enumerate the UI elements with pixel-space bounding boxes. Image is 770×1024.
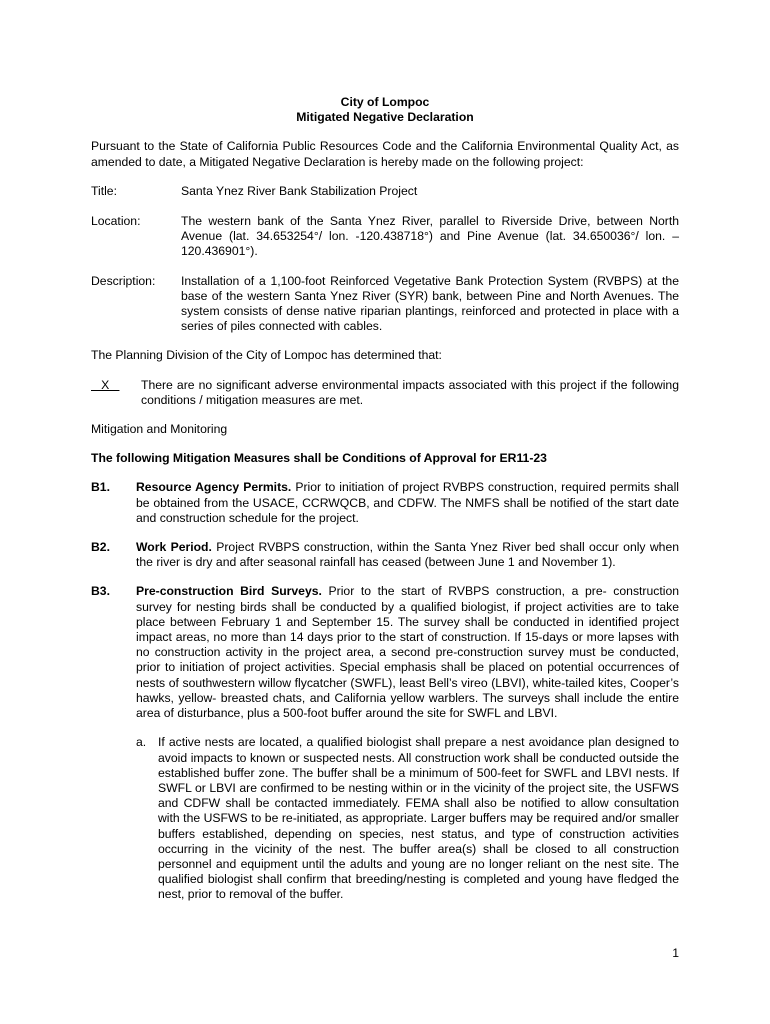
mitigation-heading: Mitigation and Monitoring [91,422,228,437]
measure-text: Project RVBPS construction, within the Santa Ynez River bed shall occur only when the river is dry and after seasonal rainfall has ceased (between June 1 and November 1). [136,540,679,570]
subitem-text: If active nests are located, a qualified biologist shall prepare a nest avoidance plan designed to avoid impacts to known or suspected nests. All construction work shall be conducted outside the established buffer zone. The buffer shall be a minimum of 500-feet for SWFL and LBVI nests. If SWFL or LBVI are confirmed to be nesting within or in the vicinity of the project site, the USFWS and CDFW shall be contacted immediately. FEMA shall also be notified to allow consultation with the USFWS to be re-initiated, as appropriate. Larger buffers may be required and/or smaller buffers established, depending on species, nest status, and type of construction activities occurring in the vicinity of the nest. The buffer area(s) shall be closed to all construction personnel and equipment until the adults and young are no longer reliant on the nest site. The qualified biologist shall confirm that breeding/nesting is completed and young have fledged the nest, prior to removal of the buffer. [158,735,679,902]
measure-body [136,540,679,570]
measure-b3 [91,584,679,721]
measure-title: Pre-construction Bird Surveys. [136,584,322,599]
measure-number: B1. [91,480,110,495]
intro-paragraph: Pursuant to the State of California Public Resources Code and the California Environmental Quality Act, as amended to date, a Mitigated Negative Declaration is hereby made on the following project: [91,139,679,169]
page-number: 1 [672,946,679,960]
location-label: Location: [91,214,141,229]
measure-b2 [91,540,679,570]
document-title: City of Lompoc [340,95,430,109]
title-value: Santa Ynez River Bank Stabilization Project [181,183,418,198]
determination-mark: X [91,377,120,392]
description-label: Description: [91,273,156,288]
document-subtitle: Mitigated Negative Declaration [296,110,474,125]
title-label: Title: [91,183,117,198]
location-field [91,214,679,260]
description-value: Installation of a 1,100-foot Reinforced Vegetative Bank Protection System (RVBPS) at the base of the western Santa Ynez River (SYR) bank, between Pine and North Avenues. The system consists of dense native riparian plantings, reinforced and protected in place with a series of piles connected with cables. [181,273,679,334]
measure-title: Work Period. [136,540,212,555]
measure-title: Resource Agency Permits. [136,480,292,495]
determination-lead: The Planning Division of the City of Lompoc has determined that: [91,348,442,363]
subitem-number: a. [136,735,147,750]
title-field [91,184,679,199]
measure-b3-subitem-a [136,735,679,902]
measure-number: B2. [91,540,110,555]
measure-text: Prior to the start of RVBPS construction, a pre- construction survey for nesting birds shall be conducted by a qualified biologist, if project activities are to take place between February 1 and September 15. The survey shall be conducted in identified project impact areas, no more than 14 days prior to the start of construction. If 15-days or more lapses with no construction activity in the project area, a second pre-construction survey must be conducted, prior to initiation of project activities. Special emphasis shall be placed on potential occurrences of nests of southwestern willow flycatcher (SWFL), least Bell’s vireo (LBVI), white-tailed kites, Cooper’s hawks, yellow- breasted chats, and California yellow warblers. The surveys shall include the entire area of disturbance, plus a 500-foot buffer around the site for SWFL and LBVI. [136,584,680,721]
measure-number: B3. [91,584,110,599]
measure-b1 [91,480,679,526]
determination-item [91,378,679,408]
measure-text: Prior to initiation of project RVBPS construction, required permits shall be obtained from the USACE, CCRWQCB, and CDFW. The NMFS shall be notified of the start date and construction schedule for the project. [136,480,679,525]
measure-body [136,480,679,526]
location-value: The western bank of the Santa Ynez River, parallel to Riverside Drive, between North Avenue (lat. 34.653254°/ lon. -120.438718°) and Pine Avenue (lat. 34.650036°/ lon. –120.436901°). [181,214,679,259]
description-field [91,274,679,335]
document-page [91,95,679,903]
conditions-heading: The following Mitigation Measures shall be Conditions of Approval for ER11-23 [91,451,547,466]
measure-body [136,584,679,721]
determination-text: There are no significant adverse environmental impacts associated with this project if the following conditions / mitigation measures are met. [141,377,679,407]
